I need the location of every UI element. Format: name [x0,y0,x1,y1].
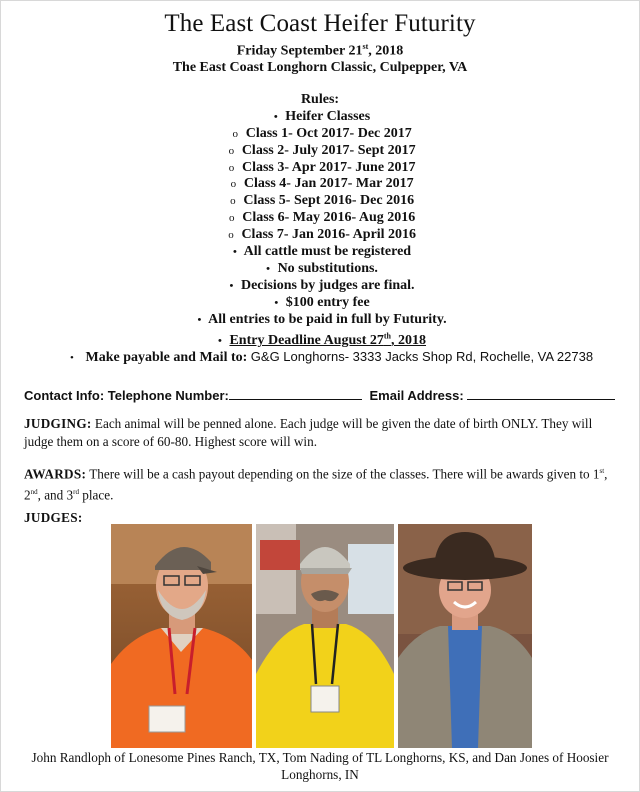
class-item: o Class 4- Jan 2017- Mar 2017 [230,176,414,192]
class-item: o Class 2- July 2017- Sept 2017 [228,142,416,158]
judges-caption: John Randloph of Lonesome Pines Ranch, TX, Tom Nading of TL Longhorns, KS, and Dan Jones of Hoosier Longhorns, IN [31,750,609,782]
contact-info [24,387,615,403]
class-item: o Class 1- Oct 2017- Dec 2017 [232,125,412,141]
awards-text: There will be a cash payout depending on the size of the classes. There will be awards given to 1 [86,466,600,482]
rules-label: Rules: [300,92,340,107]
rule-item: • Heifer Classes [273,108,371,124]
rule-item: • All entries to be paid in full by Futurity. [197,311,447,327]
mail-address: G&G Longhorns- 3333 Jacks Shop Rd, Rochelle, VA 22738 [250,349,594,364]
judge-photo-3 [398,524,532,748]
rule-item: • No substitutions. [266,260,378,276]
phone-label: Contact Info: Telephone Number: [24,388,229,403]
rule-item: • Decisions by judges are final. [229,277,415,293]
rule-item: • All cattle must be registered [232,244,412,260]
judging-section [24,415,616,451]
page-title: The East Coast Heifer Futurity [164,10,476,37]
judge-photo-2 [256,524,394,748]
judging-text: Each animal will be penned alone. Each judge will be given the date of birth ONLY. They will judge them on a score of 60-80. Highest score will win. [24,416,593,449]
event-date: Friday September 21st, 2018 [236,42,404,59]
awards-heading: AWARDS: [24,466,87,482]
judge-photo-1 [111,524,252,748]
awards-section: AWARDS: There will be a cash payout depending on the size of the classes. There will be awards given to 1st, 2nd, and 3rd place. [24,466,608,503]
judges-heading: JUDGES: [24,510,83,525]
class-item: o Class 5- Sept 2016- Dec 2016 [230,193,415,209]
judging-heading: JUDGING: [24,416,92,431]
phone-blank[interactable] [229,387,362,400]
class-item: o Class 6- May 2016- Aug 2016 [228,210,416,226]
rule-item: • $100 entry fee [274,294,370,310]
mail-label: Make payable and Mail to: [85,350,248,365]
class-item: o Class 7- Jan 2016- April 2016 [228,227,417,243]
mail-instructions: • Make payable and Mail to: G&G Longhorns- 3333 Jacks Shop Rd, Rochelle, VA 22738 [70,349,594,365]
rules-list [0,92,640,349]
event-name: The East Coast Longhorn Classic, Culpepper, VA [172,59,468,75]
class-item: o Class 3- Apr 2017- June 2017 [228,159,416,175]
email-blank[interactable] [467,387,615,400]
email-label: Email Address: [369,388,464,403]
header [0,9,640,76]
entry-deadline: • Entry Deadline August 27th, 2018 [218,331,427,349]
